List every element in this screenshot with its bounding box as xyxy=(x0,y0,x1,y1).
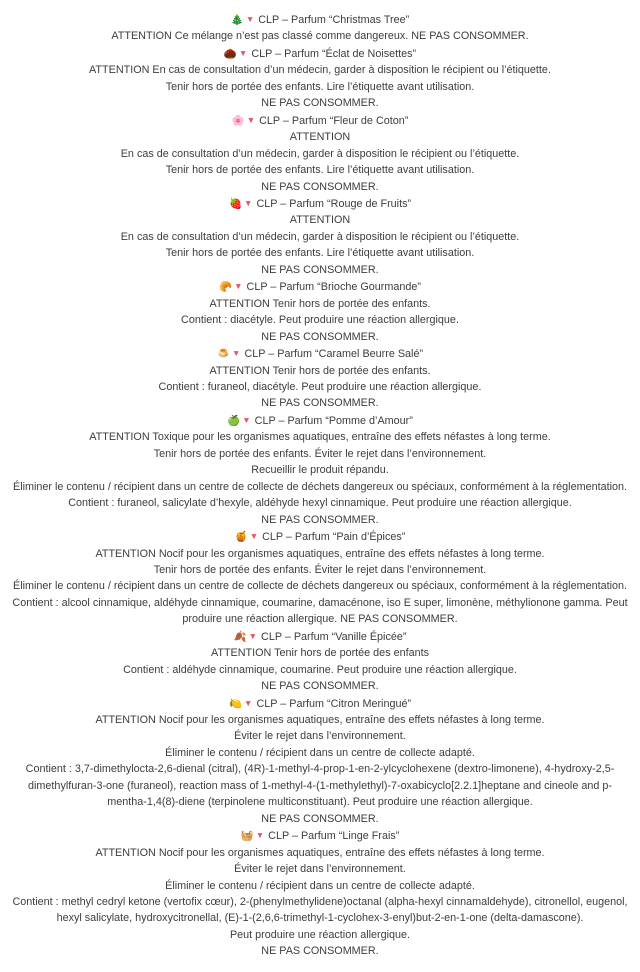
clp-line: NE PAS CONSOMMER. xyxy=(261,97,379,110)
perfume-section xyxy=(12,827,628,960)
red-triangle-icon: ▼ xyxy=(255,830,265,841)
perfume-title: CLP – Parfum “Brioche Gourmande” xyxy=(246,281,421,294)
red-triangle-icon: ▼ xyxy=(238,47,248,58)
clp-line: Contient : alcool cinnamique, aldéhyde cinnamique, coumarine, damacénone, iso E super, limonène, méthylionone gamma. Peut produire une réaction allergique. NE PAS CONSOMMER. xyxy=(12,596,628,626)
clp-line: NE PAS CONSOMMER. xyxy=(261,945,379,958)
clp-line: NE PAS CONSOMMER. xyxy=(261,812,379,825)
red-triangle-icon: ▼ xyxy=(244,197,253,208)
red-triangle-icon: ▼ xyxy=(249,531,259,542)
clp-line: Tenir hors de portée des enfants. Éviter le rejet dans l’environnement. xyxy=(153,447,487,460)
red-triangle-icon: ▼ xyxy=(234,281,243,292)
perfume-title: CLP – Parfum “Christmas Tree” xyxy=(258,14,410,26)
perfume-heading xyxy=(12,628,628,645)
chestnut-icon: 🌰 xyxy=(223,47,237,60)
clp-line: Peut produire une réaction allergique. xyxy=(229,928,411,941)
perfume-heading xyxy=(12,45,628,62)
perfume-heading xyxy=(12,695,628,712)
perfume-section xyxy=(12,695,628,828)
clp-line: ATTENTION Nocif pour les organismes aquatiques, entraîne des effets néfastes à long terme. xyxy=(95,846,545,859)
perfume-heading xyxy=(12,112,628,129)
green-apple-icon: 🍏 xyxy=(227,414,241,427)
perfume-title: CLP – Parfum “Éclat de Noisettes” xyxy=(251,47,417,60)
red-triangle-icon: ▼ xyxy=(244,697,253,708)
clp-line: Contient : aldéhyde cinnamique, coumarine. Peut produire une réaction allergique. xyxy=(123,663,517,676)
perfume-title: CLP – Parfum “Linge Frais” xyxy=(268,830,400,843)
perfume-title: CLP – Parfum “Citron Meringué” xyxy=(256,697,412,710)
clp-line: ATTENTION xyxy=(289,214,351,227)
clp-line: ATTENTION Tenir hors de portée des enfants xyxy=(210,647,430,660)
clp-line: Contient : methyl cedryl ketone (vertofix cœur), 2-(phenylmethylidene)octanal (alpha-hexyl cinnamaldehyde), citronellol, eugenol, hexyl salicylate, hydroxycitronellal, (E)-1-(2,6,6-trimethyl-1-cyclohex-3-enyl)but-2-en-1-one (delta-damascone). xyxy=(12,896,628,925)
perfume-section xyxy=(12,345,628,412)
perfume-title: CLP – Parfum “Fleur de Coton” xyxy=(259,114,409,127)
perfume-heading xyxy=(12,345,628,362)
clp-line: Contient : diacétyle. Peut produire une réaction allergique. xyxy=(181,314,459,327)
clp-line: Contient : 3,7-dimethylocta-2,6-dienal (citral), (4R)-1-methyl-4-prop-1-en-2-ylcyclohexene (dextro-limonene), 4-hydroxy-2,5-dimethylfuran-3-one (furaneol), reaction mass of 1-methyl-4-(1-methylethyl)-7-oxabicyclo[2.2.1]heptane and cineole and p-mentha-1,4(8)-diene (terpinolene multiconstituant). Peut produire une réaction allergique. xyxy=(25,763,615,809)
clp-line: ATTENTION Toxique pour les organismes aquatiques, entraîne des effets néfastes à long terme. xyxy=(89,431,551,444)
perfume-heading xyxy=(12,412,628,429)
clp-line: NE PAS CONSOMMER. xyxy=(261,680,379,693)
croissant-icon: 🥐 xyxy=(219,281,233,294)
clp-line: NE PAS CONSOMMER. xyxy=(261,180,379,193)
clp-line: Éliminer le contenu / récipient dans un centre de collecte adapté. xyxy=(165,879,475,892)
clp-line: Tenir hors de portée des enfants. Lire l’étiquette avant utilisation. xyxy=(165,247,475,260)
clp-line: NE PAS CONSOMMER. xyxy=(261,397,379,410)
clp-line: NE PAS CONSOMMER. xyxy=(261,263,379,276)
clp-document xyxy=(12,0,628,972)
perfume-title: CLP – Parfum “Vanille Épicée” xyxy=(261,630,407,643)
clp-line: Éviter le rejet dans l’environnement. xyxy=(234,730,406,743)
clp-line: ATTENTION Tenir hors de portée des enfants. xyxy=(209,297,431,310)
strawberry-icon: 🍓 xyxy=(228,197,243,210)
perfume-heading xyxy=(12,827,628,844)
clp-line: NE PAS CONSOMMER. xyxy=(261,330,379,343)
perfume-heading xyxy=(12,195,628,212)
clp-line: Tenir hors de portée des enfants. Éviter le rejet dans l’environnement. xyxy=(153,563,487,576)
clp-line: Éliminer le contenu / récipient dans un centre de collecte adapté. xyxy=(165,746,475,759)
red-triangle-icon: ▼ xyxy=(245,14,255,24)
perfume-section xyxy=(12,528,628,628)
clp-line: ATTENTION Ce mélange n’est pas classé comme dangereux. NE PAS CONSOMMER. xyxy=(111,30,529,43)
clp-line: Éliminer le contenu / récipient dans un centre de collecte de déchets dangereux ou spéciaux, conformément à la réglementation. xyxy=(13,480,627,493)
perfume-title: CLP – Parfum “Rouge de Fruits” xyxy=(256,197,412,210)
perfume-title: CLP – Parfum “Pomme d’Amour” xyxy=(254,414,413,427)
perfume-section xyxy=(12,45,628,112)
clp-line: En cas de consultation d’un médecin, garder à disposition le récipient ou l’étiquette. xyxy=(120,230,520,243)
cherry-blossom-icon: 🌸 xyxy=(231,114,245,127)
perfume-section xyxy=(12,278,628,345)
clp-line: Tenir hors de portée des enfants. Lire l’étiquette avant utilisation. xyxy=(165,164,475,177)
perfume-title: CLP – Parfum “Pain d’Épices” xyxy=(262,531,406,544)
clp-line: ATTENTION Tenir hors de portée des enfants. xyxy=(209,364,431,377)
custard-icon: 🍮 xyxy=(216,348,231,361)
clp-line: Éliminer le contenu / récipient dans un centre de collecte de déchets dangereux ou spéciaux, conformément à la réglementation. xyxy=(13,580,627,593)
red-triangle-icon: ▼ xyxy=(248,630,258,641)
basket-icon: 🧺 xyxy=(240,830,254,843)
perfume-title: CLP – Parfum “Caramel Beurre Salé” xyxy=(244,348,424,361)
honey-pot-icon: 🍯 xyxy=(234,531,248,544)
christmas-tree-icon: 🎄 xyxy=(230,14,244,26)
perfume-heading xyxy=(12,11,628,28)
clp-line: Contient : furaneol, salicylate d’hexyle, aldéhyde hexyl cinnamique. Peut produire une réaction allergique. xyxy=(68,497,572,510)
clp-line: ATTENTION xyxy=(289,131,351,144)
perfume-section xyxy=(12,628,628,695)
perfume-heading xyxy=(12,528,628,545)
clp-line: En cas de consultation d’un médecin, garder à disposition le récipient ou l’étiquette. xyxy=(120,147,520,160)
red-triangle-icon: ▼ xyxy=(232,348,241,359)
red-triangle-icon: ▼ xyxy=(242,414,251,425)
clp-line: NE PAS CONSOMMER. xyxy=(261,513,379,526)
fallen-leaves-icon: 🍂 xyxy=(233,630,247,643)
perfume-section xyxy=(12,412,628,528)
clp-line: Tenir hors de portée des enfants. Lire l’étiquette avant utilisation. xyxy=(165,80,475,93)
perfume-heading xyxy=(12,278,628,295)
red-triangle-icon: ▼ xyxy=(246,114,256,125)
lemon-icon: 🍋 xyxy=(228,697,243,710)
clp-line: ATTENTION Nocif pour les organismes aquatiques, entraîne des effets néfastes à long terme. xyxy=(95,714,545,727)
clp-line: Éviter le rejet dans l’environnement. xyxy=(234,863,406,876)
perfume-section xyxy=(12,195,628,278)
perfume-section xyxy=(12,11,628,45)
perfume-section xyxy=(12,112,628,195)
clp-line: Recueillir le produit répandu. xyxy=(251,464,389,477)
clp-line: ATTENTION En cas de consultation d’un médecin, garder à disposition le récipient ou l’étiquette. xyxy=(89,64,551,77)
clp-line: ATTENTION Nocif pour les organismes aquatiques, entraîne des effets néfastes à long terme. xyxy=(95,547,545,560)
clp-line: Contient : furaneol, diacétyle. Peut produire une réaction allergique. xyxy=(158,380,482,393)
